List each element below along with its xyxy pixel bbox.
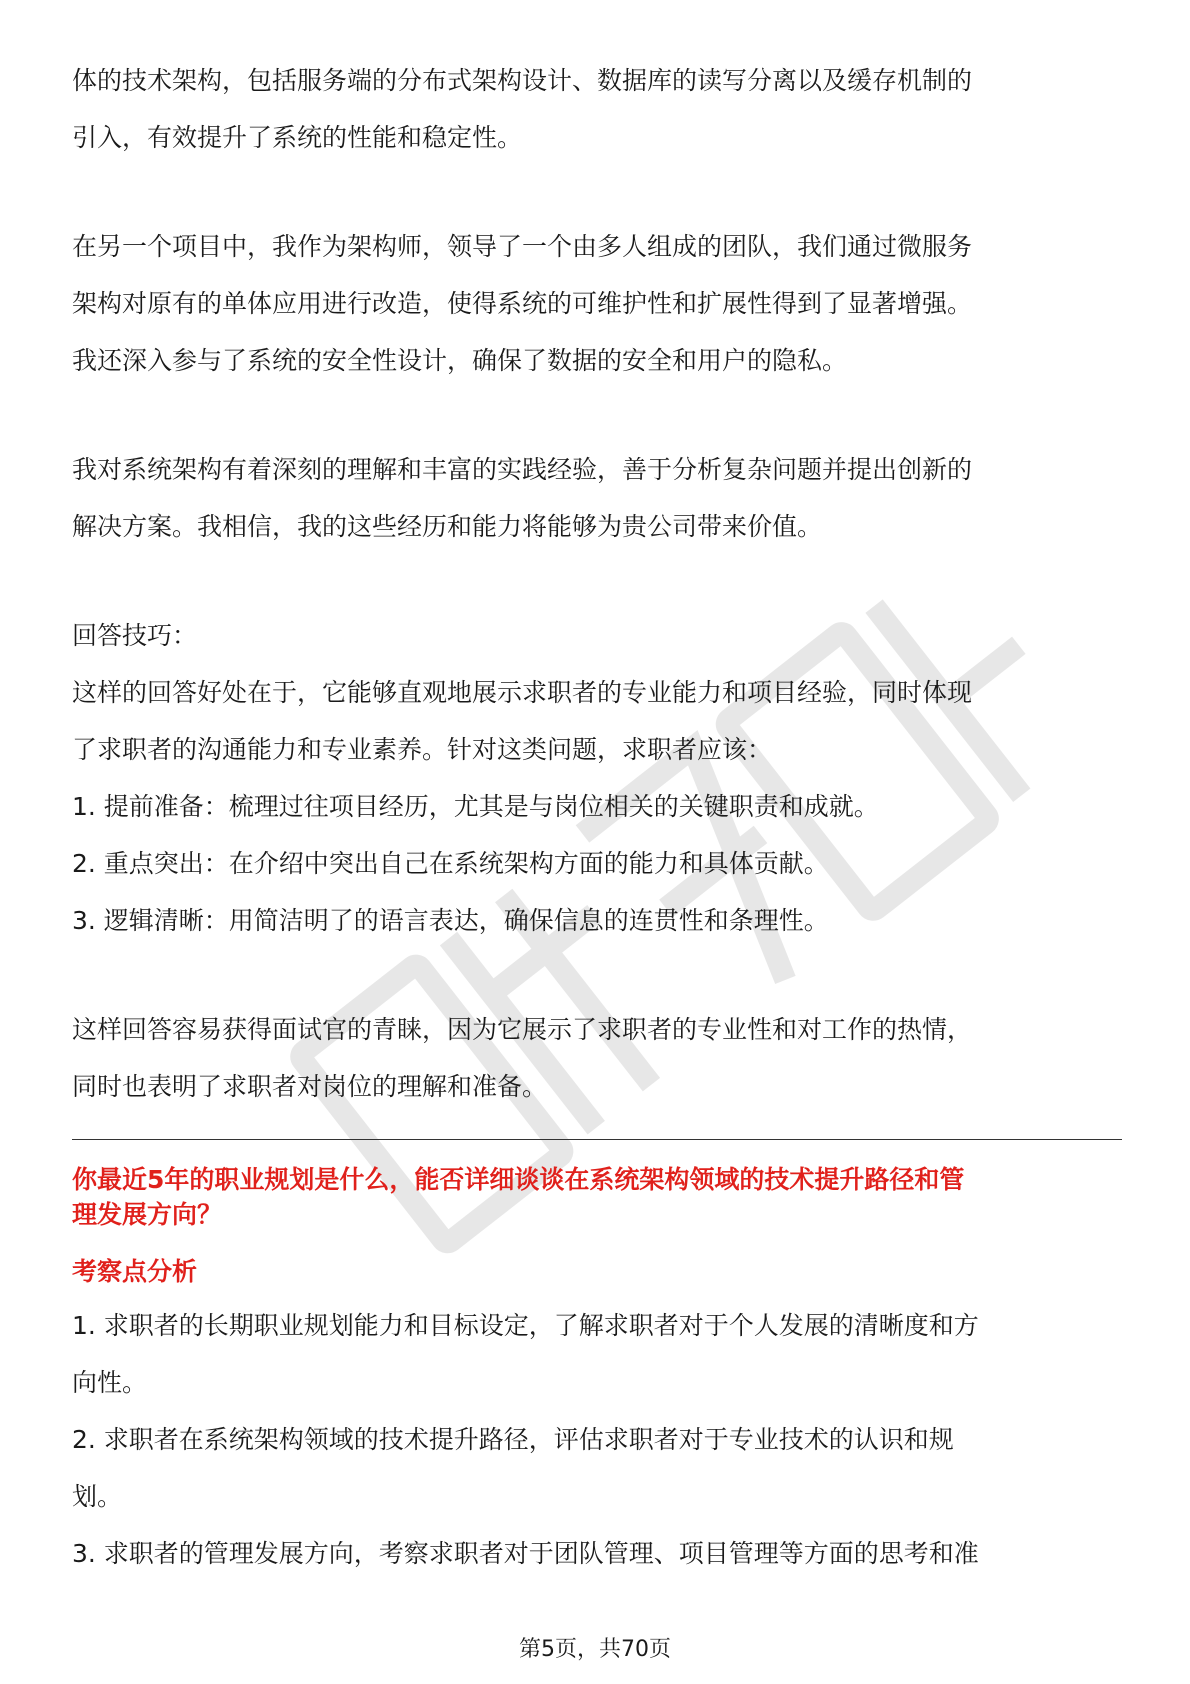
text-line: 我对系统架构有着深刻的理解和丰富的实践经验，善于分析复杂问题并提出创新的 xyxy=(72,455,973,484)
text-line: 在另一个项目中，我作为架构师，领导了一个由多人组成的团队，我们通过微服务 xyxy=(72,232,973,261)
list-item: 3. 求职者的管理发展方向，考察求职者对于团队管理、项目管理等方面的思考和准 xyxy=(72,1539,979,1568)
list-item-continued: 划。 xyxy=(72,1482,123,1511)
list-item: 2. 重点突出：在介绍中突出自己在系统架构方面的能力和具体贡献。 xyxy=(72,849,829,878)
tips-title: 回答技巧： xyxy=(72,621,198,650)
list-item: 1. 求职者的长期职业规划能力和目标设定，了解求职者对于个人发展的清晰度和方 xyxy=(72,1311,979,1340)
text-line: 引入，有效提升了系统的性能和稳定性。 xyxy=(72,123,523,152)
text-line: 同时也表明了求职者对岗位的理解和准备。 xyxy=(72,1072,548,1101)
document-body xyxy=(72,52,1122,1582)
question-line: 你最近5年的职业规划是什么，能否详细谈谈在系统架构领域的技术提升路径和管 xyxy=(72,1165,965,1194)
text-line: 我还深入参与了系统的安全性设计，确保了数据的安全和用户的隐私。 xyxy=(72,346,848,375)
tips-section xyxy=(72,607,1122,949)
text-line: 这样回答容易获得面试官的青睐，因为它展示了求职者的专业性和对工作的热情， xyxy=(72,1015,973,1044)
paragraph-conclusion xyxy=(72,1001,1122,1115)
interview-question xyxy=(72,1162,1122,1232)
list-item-continued: 向性。 xyxy=(72,1368,148,1397)
list-item: 2. 求职者在系统架构领域的技术提升路径，评估求职者对于专业技术的认识和规 xyxy=(72,1425,954,1454)
text-line: 这样的回答好处在于，它能够直观地展示求职者的专业能力和项目经验，同时体现 xyxy=(72,678,973,707)
question-line: 理发展方向？ xyxy=(72,1200,223,1229)
list-item: 3. 逻辑清晰：用简洁明了的语言表达，确保信息的连贯性和条理性。 xyxy=(72,906,829,935)
page-number: 第5页，共70页 xyxy=(519,1637,671,1662)
text-line: 体的技术架构，包括服务端的分布式架构设计、数据库的读写分离以及缓存机制的 xyxy=(72,66,973,95)
text-line: 解决方案。我相信，我的这些经历和能力将能够为贵公司带来价值。 xyxy=(72,512,823,541)
paragraph-architecture xyxy=(72,52,1122,166)
analysis-list xyxy=(72,1297,1122,1582)
paragraph-microservices xyxy=(72,218,1122,389)
section-divider xyxy=(72,1139,1122,1140)
list-item: 1. 提前准备：梳理过往项目经历，尤其是与岗位相关的关键职责和成就。 xyxy=(72,792,879,821)
text-line: 了求职者的沟通能力和专业素养。针对这类问题，求职者应该： xyxy=(72,735,773,764)
analysis-heading: 考察点分析 xyxy=(72,1257,198,1286)
text-line: 架构对原有的单体应用进行改造，使得系统的可维护性和扩展性得到了显著增强。 xyxy=(72,289,973,318)
paragraph-experience xyxy=(72,441,1122,555)
